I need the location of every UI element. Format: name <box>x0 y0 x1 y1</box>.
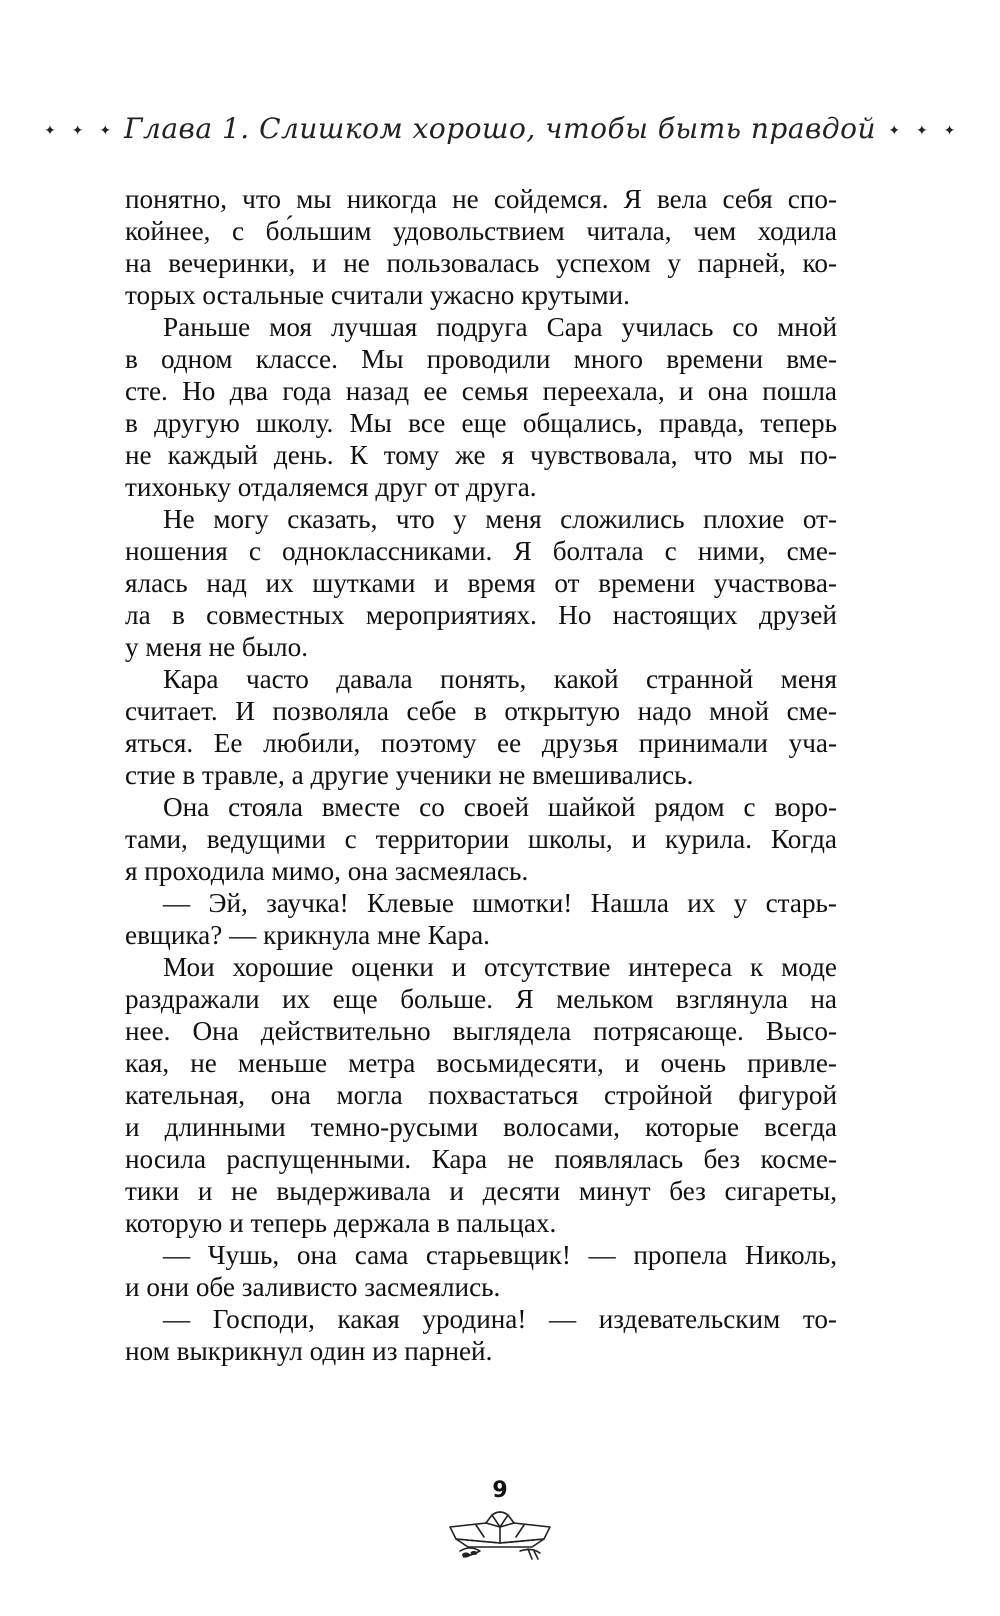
star-ornament-icon: ✦ <box>888 122 901 139</box>
text-line: ношения с одноклассниками. Я болтала с ними, сме- <box>125 536 837 566</box>
star-ornament-icon: ✦ <box>99 122 112 139</box>
text-line: ном выкрикнул один из парней. <box>125 1336 493 1366</box>
text-line: тами, ведущими с территории школы, и курила. Когда <box>125 824 837 854</box>
star-ornament-icon: ✦ <box>916 122 929 139</box>
text-line: торых остальные считали ужасно крутыми. <box>125 280 630 310</box>
text-line: тики и не выдерживала и десяти минут без сигареты, <box>125 1176 837 1206</box>
text-line: понятно, что мы никогда не сойдемся. Я вела себя спо- <box>125 184 837 214</box>
text-line: Раньше моя лучшая подруга Сара училась со мной <box>163 312 837 342</box>
text-line: Мои хорошие оценки и отсутствие интереса к моде <box>163 952 837 982</box>
text-line: койнее, с бо́льшим удовольствием читала, чем ходила <box>125 216 837 246</box>
text-line: считает. И позволяла себе в открытую надо мной сме- <box>125 696 837 726</box>
text-line: Не могу сказать, что у меня сложились плохие от- <box>163 504 837 534</box>
chapter-title: Глава 1. Слишком хорошо, чтобы быть правдой <box>124 112 876 145</box>
text-line: — Чушь, она сама старьевщик! — пропела Николь, <box>163 1240 837 1270</box>
text-line: — Господи, какая уродина! — издевательским то- <box>163 1304 837 1334</box>
star-ornament-icon: ✦ <box>44 122 57 139</box>
text-line: ялась над их шутками и время от времени участвова- <box>125 568 837 598</box>
text-line: у меня не было. <box>125 632 308 662</box>
text-line: кая, не меньше метра восьмидесяти, и очень привле- <box>125 1048 837 1078</box>
text-line: Кара часто давала понять, какой странной меня <box>163 664 837 694</box>
text-line: и они обе заливисто засмеялись. <box>125 1272 501 1302</box>
text-line: нее. Она действительно выглядела потрясающе. Высо- <box>125 1016 837 1046</box>
text-line: носила распущенными. Кара не появлялась без косме- <box>125 1144 837 1174</box>
page-number: 9 <box>492 1478 508 1503</box>
text-line: — Эй, заучка! Клевые шмотки! Нашла их у старь- <box>163 888 837 918</box>
text-line: и длинными темно-русыми волосами, которые всегда <box>125 1112 837 1142</box>
text-line: Она стояла вместе со своей шайкой рядом с воро- <box>163 792 837 822</box>
text-line: сте. Но два года назад ее семья переехала, и она пошла <box>125 376 837 406</box>
text-line: я проходила мимо, она засмеялась. <box>125 856 529 886</box>
body-text <box>125 183 837 1367</box>
running-header <box>0 112 1000 145</box>
text-line: на вечеринки, и не пользовалась успехом у парней, ко- <box>125 248 837 278</box>
text-line: которую и теперь держала в пальцах. <box>125 1208 557 1238</box>
text-line: кательная, она могла похвастаться стройной фигурой <box>125 1080 837 1110</box>
text-line: в другую школу. Мы все еще общались, правда, теперь <box>125 408 837 438</box>
text-line: не каждый день. К тому же я чувствовала, что мы по- <box>125 440 837 470</box>
text-line: тихоньку отдаляемся друг от друга. <box>125 472 537 502</box>
text-line: стие в травле, а другие ученики не вмешивались. <box>125 760 694 790</box>
text-line: ла в совместных мероприятиях. Но настоящих друзей <box>125 600 837 630</box>
gift-ornament-icon <box>440 1505 560 1565</box>
text-line: евщика? — крикнула мне Кара. <box>125 920 490 950</box>
star-ornament-icon: ✦ <box>71 122 84 139</box>
star-ornament-icon: ✦ <box>943 122 956 139</box>
text-line: яться. Ее любили, поэтому ее друзья принимали уча- <box>125 728 837 758</box>
text-line: раздражали их еще больше. Я мельком взглянула на <box>125 984 837 1014</box>
text-line: в одном классе. Мы проводили много времени вме- <box>125 344 837 374</box>
